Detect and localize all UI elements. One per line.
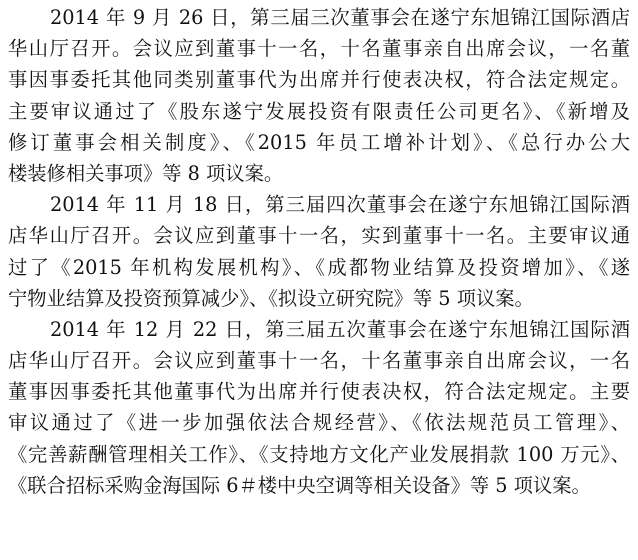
text-line: 审议通过了《进一步加强依法合规经营》、《依法规范员工管理》、 (8, 411, 630, 435)
paragraph-board-meeting-3-5 (8, 314, 630, 501)
text-line: 楼装修相关事项》等 8 项议案。 (8, 161, 284, 185)
text-line: 2014 年 12 月 22 日，第三届五次董事会在遂宁东旭锦江国际酒 (50, 317, 630, 341)
text-line: 修订董事会相关制度》、《2015 年员工增补计划》、《总行办公大 (8, 130, 630, 154)
paragraph-board-meeting-3-4 (8, 189, 630, 314)
text-line: 店华山厅召开。会议应到董事十一名，十名董事亲自出席会议，一名 (8, 349, 630, 373)
text-line: 2014 年 9 月 26 日，第三届三次董事会在遂宁东旭锦江国际酒店 (50, 6, 630, 29)
text-line: 事因事委托其他同类别董事代为出席并行使表决权，符合法定规定。 (8, 68, 630, 92)
text-line: 《完善薪酬管理相关工作》、《支持地方文化产业发展捐款 100 万元》、 (8, 442, 630, 466)
text-line: 店华山厅召开。会议应到董事十一名，实到董事十一名。主要审议通 (8, 224, 630, 248)
paragraph-board-meeting-3-3 (8, 2, 630, 189)
text-line: 主要审议通过了《股东遂宁发展投资有限责任公司更名》、《新增及 (8, 99, 630, 123)
text-line: 宁物业结算及投资预算减少》、《拟设立研究院》等 5 项议案。 (8, 286, 534, 310)
text-line: 过了《2015 年机构发展机构》、《成都物业结算及投资增加》、《遂 (8, 255, 630, 279)
text-line: 董事因事委托其他董事代为出席并行使表决权，符合法定规定。主要 (8, 380, 630, 404)
text-line: 《联合招标采购金海国际 6＃楼中央空调等相关设备》等 5 项议案。 (8, 473, 591, 497)
text-line: 2014 年 11 月 18 日，第三届四次董事会在遂宁东旭锦江国际酒 (50, 193, 630, 217)
text-line: 华山厅召开。会议应到董事十一名，十名董事亲自出席会议，一名董 (8, 37, 630, 61)
